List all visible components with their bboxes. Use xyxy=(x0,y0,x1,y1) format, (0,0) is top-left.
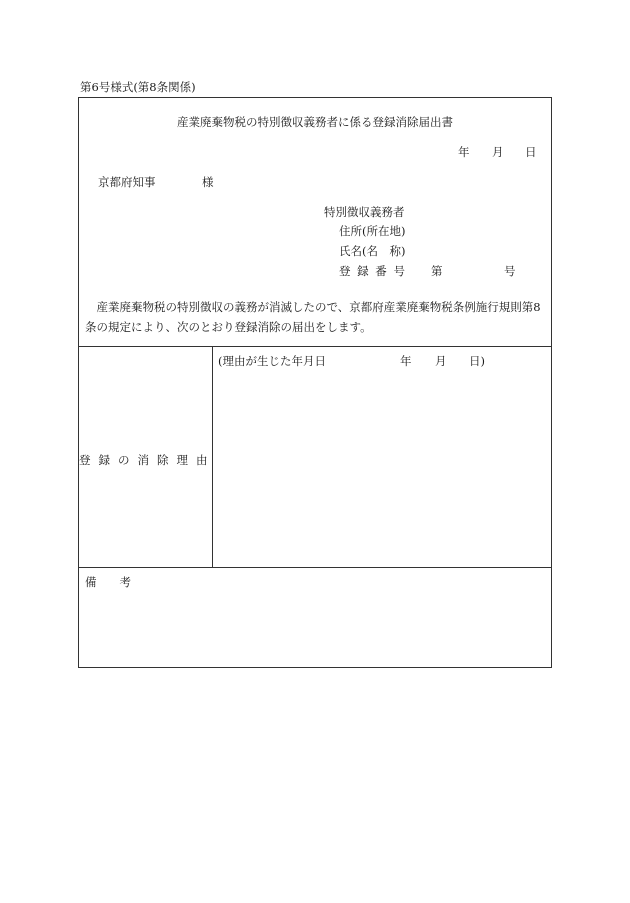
addressee-honorific: 様 xyxy=(202,175,214,189)
form-box xyxy=(78,97,552,668)
declaration-text: 産業廃棄物税の特別徴収の義務が消滅したので、京都府産業廃棄物税条例施行規則第8条の規定により、次のとおり登録消除の届出をします。 xyxy=(85,300,541,334)
reason-day-label: 日) xyxy=(469,354,485,368)
date-month-label: 月 xyxy=(492,145,504,159)
form-number: 第6号様式(第8条関係) xyxy=(80,80,196,94)
reason-date-label: (理由が生じた年月日 xyxy=(218,354,326,368)
reason-month-label: 月 xyxy=(435,354,447,368)
reason-row-label: 登録の消除理由 xyxy=(79,453,216,467)
date-day-label: 日 xyxy=(525,145,537,159)
taxpayer-label: 特別徴収義務者 xyxy=(324,205,405,219)
remarks-label: 備 考 xyxy=(85,575,131,589)
reason-row-top-border xyxy=(79,346,551,347)
reason-year-label: 年 xyxy=(400,354,412,368)
registration-number-label: 登 録 番 号 xyxy=(339,264,405,278)
registration-number-prefix: 第 xyxy=(431,264,443,278)
date-year-label: 年 xyxy=(458,145,470,159)
name-label: 氏名(名 称) xyxy=(339,244,406,258)
remarks-row-top-border xyxy=(79,567,551,568)
address-label: 住所(所在地) xyxy=(339,224,406,238)
addressee: 京都府知事 xyxy=(98,175,156,189)
registration-number-suffix: 号 xyxy=(504,264,516,278)
document-title: 産業廃棄物税の特別徴収義務者に係る登録消除届出書 xyxy=(177,115,453,129)
